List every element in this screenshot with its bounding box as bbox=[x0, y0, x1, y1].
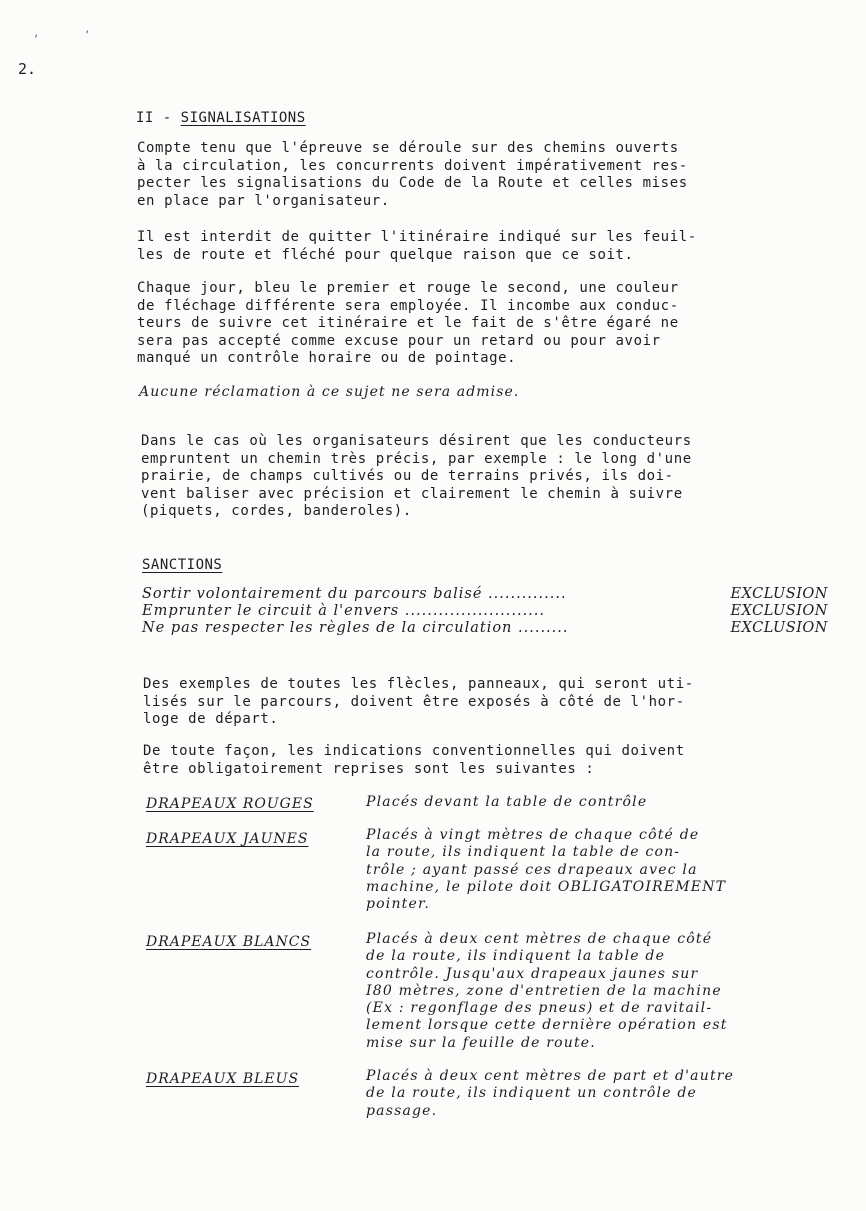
sanction-text: Emprunter le circuit à l'envers ......................... bbox=[142, 603, 546, 619]
sanction-result: EXCLUSION bbox=[730, 620, 828, 636]
paragraph-examples: Des exemples de toutes les flècles, panneaux, qui seront uti- lisés sur le parcours, doivent être exposés à côté de l'hor- loge de départ. bbox=[143, 676, 694, 727]
paragraph-itinerary: Il est interdit de quitter l'itinéraire indiqué sur les feuil- les de route et fléché pour quelque raison que ce soit. bbox=[137, 229, 697, 263]
sanction-text: Ne pas respecter les règles de la circulation ......... bbox=[142, 620, 569, 636]
sanction-result: EXCLUSION bbox=[730, 603, 828, 619]
section-title-word: SIGNALISATIONS bbox=[180, 110, 306, 126]
sanctions-title: SANCTIONS bbox=[142, 557, 223, 573]
paragraph-no-complaint: Aucune réclamation à ce sujet ne sera admise. bbox=[139, 384, 520, 400]
page-number: 2. bbox=[18, 60, 37, 78]
sanction-result: EXCLUSION bbox=[730, 586, 828, 602]
section-title: II - SIGNALISATIONS bbox=[136, 110, 306, 126]
flag-label-red: DRAPEAUX ROUGES bbox=[146, 796, 314, 812]
flag-desc-red: Placés devant la table de contrôle bbox=[366, 794, 648, 810]
punch-mark: ʼ bbox=[33, 34, 40, 45]
paragraph-conventions: De toute façon, les indications conventionnelles qui doivent être obligatoirement reprises sont les suivantes : bbox=[143, 743, 685, 777]
flag-desc-yellow: Placés à vingt mètres de chaque côté de la route, ils indiquent la table de con- trôle ; ayant passé ces drapeaux avec la machine, le pilote doit OBLIGATOIREMENT pointer. bbox=[366, 827, 727, 913]
sanction-text: Sortir volontairement du parcours balisé .............. bbox=[142, 586, 567, 602]
flag-desc-white: Placés à deux cent mètres de chaque côté de la route, ils indiquent la table de contrôle. Jusqu'aux drapeaux jaunes sur I80 mètres, zone d'entretien de la machine (Ex : regonflage des pneus) et de ravitail- lement lorsque cette dernière opération est mise sur la feuille de route. bbox=[366, 931, 728, 1051]
punch-mark: ʼ bbox=[84, 30, 91, 41]
paragraph-arrow-color: Chaque jour, bleu le premier et rouge le second, une couleur de fléchage différente sera employée. Il incombe aux conduc- teurs de suivre cet itinéraire et le fait de s'être égaré ne sera pas accepté comme excuse pour un retard ou pour avoir manqué un contrôle horaire ou de pointage. bbox=[137, 280, 679, 366]
paragraph-intro: Compte tenu que l'épreuve se déroule sur des chemins ouverts à la circulation, les concurrents doivent impérativement res- pecter les signalisations du Code de la Route et celles mises en place par l'organisateur. bbox=[137, 140, 688, 209]
flag-desc-blue: Placés à deux cent mètres de part et d'autre de la route, ils indiquent un contrôle de passage. bbox=[366, 1068, 735, 1119]
flag-label-white: DRAPEAUX BLANCS bbox=[146, 934, 312, 950]
paragraph-marking: Dans le cas où les organisateurs désirent que les conducteurs empruntent un chemin très précis, par exemple : le long d'une prairie, de champs cultivés ou de terrains privés, ils doi- vent baliser avec précision et clairement le chemin à suivre (piquets, cordes, banderoles). bbox=[141, 433, 692, 519]
flag-label-yellow: DRAPEAUX JAUNES bbox=[146, 831, 309, 847]
flag-label-blue: DRAPEAUX BLEUS bbox=[146, 1071, 300, 1087]
